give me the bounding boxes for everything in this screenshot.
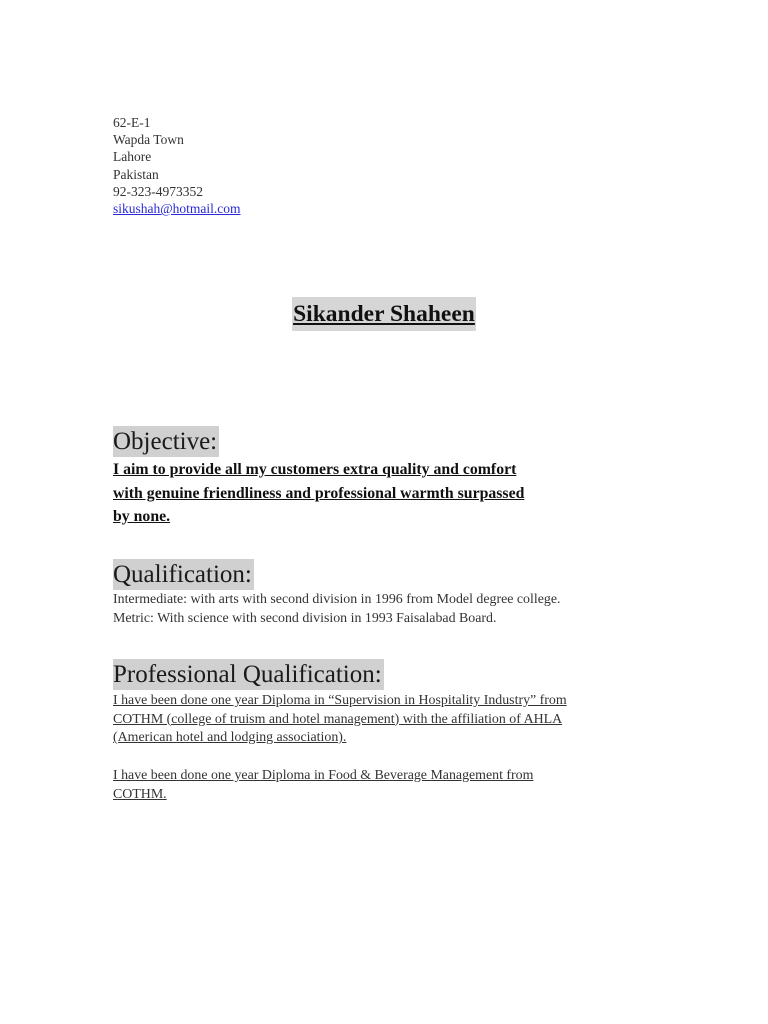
- professional-line: I have been done one year Diploma in “Supervision in Hospitality Industry” from: [113, 693, 567, 708]
- professional-line: I have been done one year Diploma in Food & Beverage Management from: [113, 768, 534, 783]
- qualification-item: Metric: With science with second division in 1993 Faisalabad Board.: [113, 611, 497, 626]
- address-city: Lahore: [113, 149, 152, 165]
- professional-line: COTHM (college of truism and hotel management) with the affiliation of AHLA: [113, 711, 563, 727]
- objective-line: I aim to provide all my customers extra quality and comfort: [113, 461, 517, 478]
- name-title-wrap: [0, 297, 768, 331]
- professional-paragraph-2: [113, 767, 533, 804]
- address-country: Pakistan: [113, 166, 159, 182]
- objective-heading: Objective:: [113, 428, 218, 455]
- contact-address-block: [113, 114, 241, 217]
- objective-line: with genuine friendliness and professional warmth surpassed: [113, 484, 525, 502]
- professional-paragraph-1: [113, 692, 567, 748]
- qualification-item: Intermediate: with arts with second division in 1996 from Model degree college.: [113, 592, 561, 607]
- candidate-name: Sikander Shaheen: [292, 297, 476, 331]
- phone-number: 92-323-4973352: [113, 183, 203, 199]
- qualification-list: [113, 590, 560, 628]
- professional-qualification-heading: Professional Qualification:: [113, 661, 382, 688]
- qualification-heading: Qualification:: [113, 561, 252, 588]
- objective-text: [113, 458, 653, 529]
- address-line-1: 62-E-1: [113, 115, 151, 130]
- professional-line: COTHM.: [113, 786, 167, 802]
- professional-line: (American hotel and lodging association).: [113, 730, 347, 745]
- address-line-2: Wapda Town: [113, 132, 184, 148]
- objective-line: by none.: [113, 508, 171, 525]
- email-link[interactable]: sikushah@hotmail.com: [113, 201, 241, 217]
